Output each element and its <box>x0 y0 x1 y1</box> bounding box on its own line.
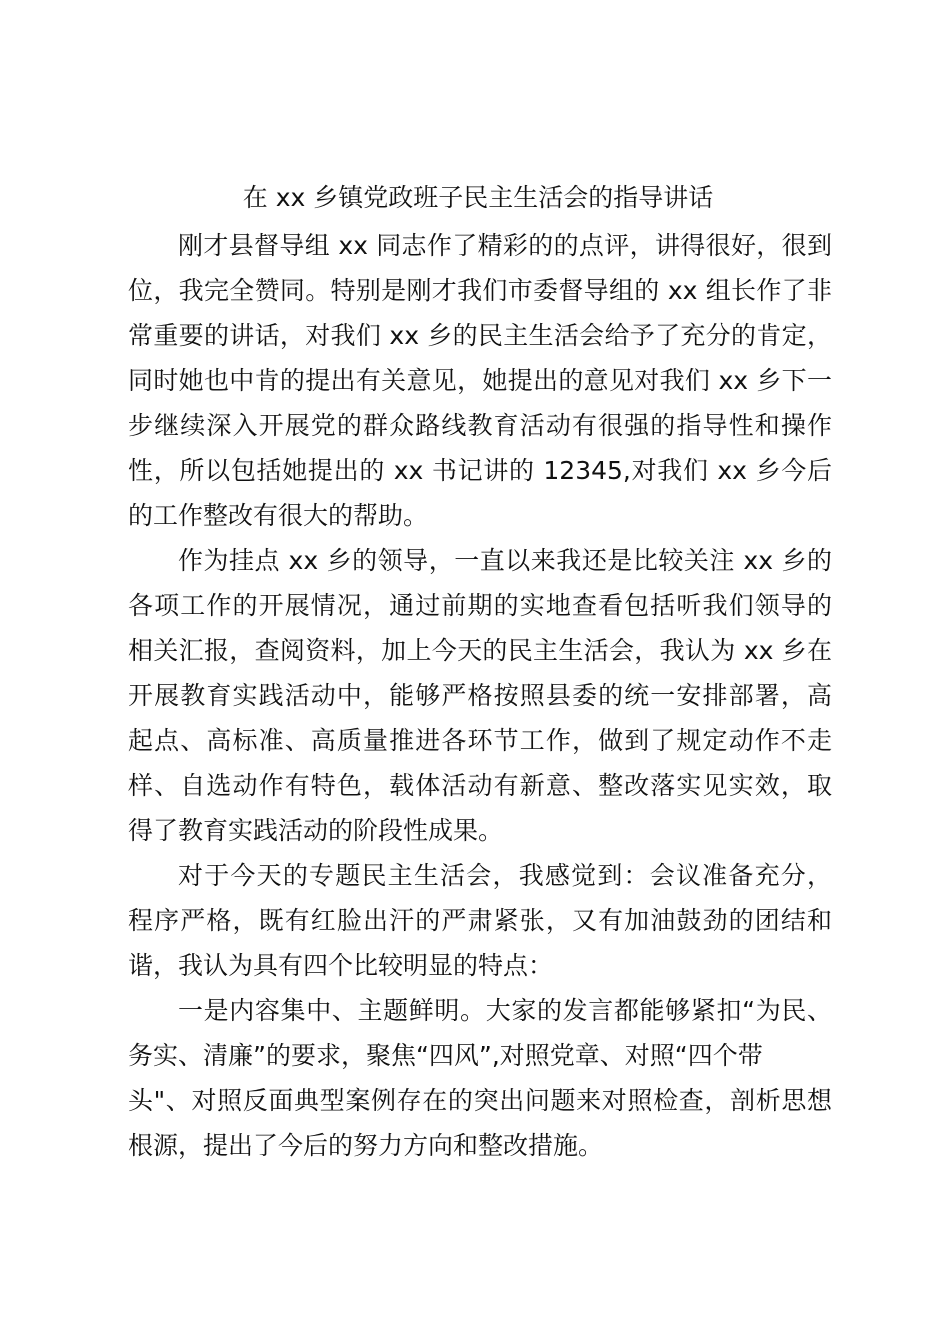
paragraph-line: 务实、清廉”的要求，聚焦“四风”,对照党章、对照“四个带 <box>128 1041 763 1070</box>
paragraph-line: 位，我完全赞同。特别是刚才我们市委督导组的 xx 组长作了非 <box>128 276 832 305</box>
paragraph-line: 头"、对照反面典型案例存在的突出问题来对照检查，剖析思想 <box>128 1086 832 1115</box>
paragraph-line: 根源，提出了今后的努力方向和整改措施。 <box>128 1131 604 1160</box>
paragraph-line: 谐，我认为具有四个比较明显的特点： <box>128 951 554 980</box>
paragraph-line: 开展教育实践活动中，能够严格按照县委的统一安排部署，高 <box>128 681 832 710</box>
paragraph-line: 得了教育实践活动的阶段性成果。 <box>128 816 504 845</box>
paragraph-line: 相关汇报，查阅资料，加上今天的民主生活会，我认为 xx 乡在 <box>128 636 832 665</box>
paragraph-line: 同时她也中肯的提出有关意见，她提出的意见对我们 xx 乡下一 <box>128 366 832 395</box>
document-title: 在 xx 乡镇党政班子民主生活会的指导讲话 <box>242 183 714 212</box>
paragraph-line: 步继续深入开展党的群众路线教育活动有很强的指导性和操作 <box>128 411 832 440</box>
paragraph-line: 性，所以包括她提出的 xx 书记讲的 12345,对我们 xx 乡今后 <box>128 456 832 485</box>
paragraph-line: 作为挂点 xx 乡的领导，一直以来我还是比较关注 xx 乡的 <box>178 546 832 575</box>
paragraph-line: 各项工作的开展情况，通过前期的实地查看包括听我们领导的 <box>128 591 832 620</box>
paragraph-line: 一是内容集中、主题鲜明。大家的发言都能够紧扣“为民、 <box>178 996 832 1025</box>
paragraph-line: 样、自选动作有特色，载体活动有新意、整改落实见实效，取 <box>128 771 832 800</box>
paragraph-line: 常重要的讲话，对我们 xx 乡的民主生活会给予了充分的肯定， <box>128 321 832 350</box>
paragraph-line: 对于今天的专题民主生活会，我感觉到：会议准备充分， <box>178 861 832 890</box>
paragraph-line: 的工作整改有很大的帮助。 <box>128 501 429 530</box>
paragraph-line: 程序严格，既有红脸出汗的严肃紧张，又有加油鼓劲的团结和 <box>128 906 832 935</box>
paragraph-line: 起点、高标准、高质量推进各环节工作，做到了规定动作不走 <box>128 726 832 755</box>
paragraph-line: 刚才县督导组 xx 同志作了精彩的的点评，讲得很好，很到 <box>178 231 832 260</box>
